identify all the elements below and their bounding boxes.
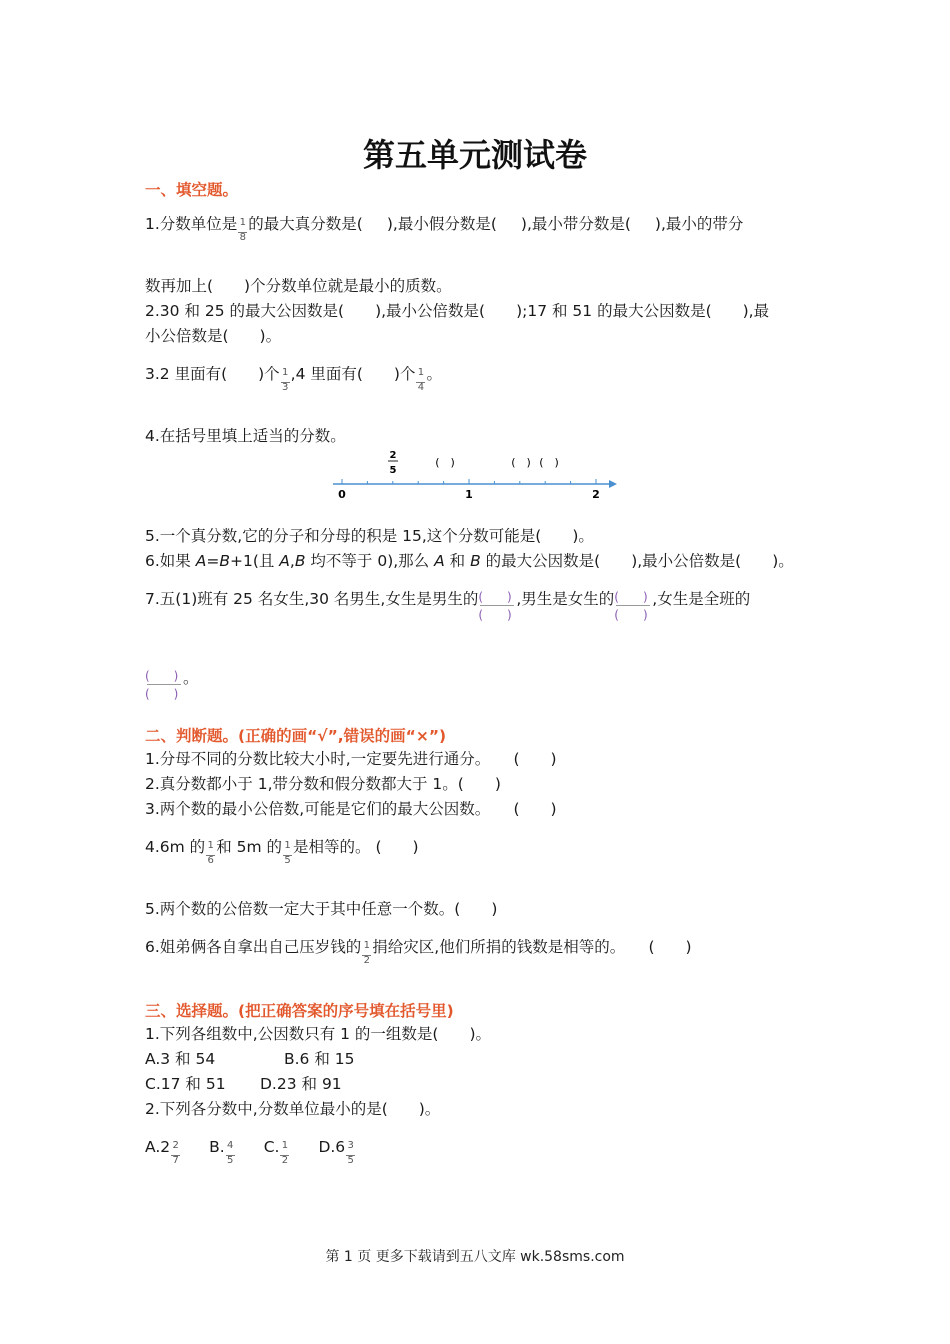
question-choice-1-options-ab <box>145 1049 355 1069</box>
question-fill-4: 4.在括号里填上适当的分数。 <box>145 427 346 445</box>
page-footer: 第 1 页 更多下载请到五八文库 wk.58sms.com <box>325 1249 625 1265</box>
option-d: D.23 和 91 <box>260 1075 342 1093</box>
fraction: $\frac{1}{5}$ <box>284 840 291 866</box>
question-judge-6: 6.姐弟俩各自拿出自己压岁钱的 $\frac{1}{2}$ 捐给灾区,他们所捐的钱数是相等的。 ( ) <box>145 938 692 966</box>
fraction: $\frac{1}{8}$ <box>239 217 246 243</box>
option-a: A.3 和 54 <box>145 1050 216 1068</box>
question-judge-3: 3.两个数的最小公倍数,可能是它们的最大公因数。 ( ) <box>145 800 557 818</box>
question-fill-6: 6.如果 A=B+1(且 A,B 均不等于 0),那么 A 和 B 的最大公因数是( ),最小公倍数是( )。 <box>145 552 794 570</box>
fraction: $\frac{1}{2}$ <box>281 1140 289 1166</box>
question-fill-2-cont: 小公倍数是( )。 <box>145 327 282 345</box>
option-c: C. <box>263 1138 280 1156</box>
blank-label-1: ( ) <box>435 456 455 469</box>
number-line-figure <box>325 446 625 506</box>
blank-label-3: ( ) <box>539 456 559 469</box>
fraction: $\frac{3}{5}$ <box>347 1140 354 1166</box>
given-fraction-numerator: 2 <box>389 450 397 461</box>
fraction: $\frac{2}{7}$ <box>172 1140 179 1166</box>
fraction: $\frac{4}{5}$ <box>227 1140 234 1166</box>
question-choice-2: 2.下列各分数中,分数单位最小的是( )。 <box>145 1100 441 1118</box>
blank-label-2: ( ) <box>511 456 531 469</box>
question-judge-2: 2.真分数都小于 1,带分数和假分数都大于 1。( ) <box>145 775 501 793</box>
option-a: A.2 <box>145 1138 171 1156</box>
question-choice-1-options-cd <box>145 1074 342 1094</box>
tick-label-0: 0 <box>338 488 346 501</box>
page-title: 第五单元测试卷 <box>362 136 587 174</box>
section-heading-choice: 三、选择题。(把正确答案的序号填在括号里) <box>145 1002 454 1020</box>
section-heading-fill: 一、填空题。 <box>145 181 239 199</box>
fraction: $\frac{1}{6}$ <box>207 840 214 866</box>
question-fill-1: 1.分数单位是 $\frac{1}{8}$ 的最大真分数是( ),最小假分数是( ),最小带分数是( ),最小的带分 <box>145 215 744 243</box>
number-line-arrow <box>609 480 617 488</box>
blank-fraction: ( ) ( ) <box>145 673 183 693</box>
option-c: C.17 和 51 <box>145 1075 226 1093</box>
option-b: B.6 和 15 <box>284 1050 355 1068</box>
given-fraction-denominator: 5 <box>389 465 397 476</box>
fraction: $\frac{1}{4}$ <box>417 367 425 393</box>
question-fill-1-cont: 数再加上( )个分数单位就是最小的质数。 <box>145 277 452 295</box>
tick-label-2: 2 <box>592 488 600 501</box>
fraction: $\frac{1}{3}$ <box>281 367 289 393</box>
option-b: B. <box>209 1138 225 1156</box>
question-fill-2: 2.30 和 25 的最大公因数是( ),最小公倍数是( );17 和 51 的最大公因数是( ),最 <box>145 302 770 320</box>
tick-label-1: 1 <box>465 488 473 501</box>
option-d: D.6 <box>318 1138 346 1156</box>
question-choice-2-options <box>145 1137 356 1166</box>
fraction: $\frac{1}{2}$ <box>363 940 370 966</box>
question-fill-7: 7.五(1)班有 25 名女生,30 名男生,女生是男生的 ( ) ( ) ,男生是女生的 ( ) ( ) ,女生是全班的 <box>145 590 751 622</box>
question-fill-5: 5.一个真分数,它的分子和分母的积是 15,这个分数可能是( )。 <box>145 527 594 545</box>
question-judge-5: 5.两个数的公倍数一定大于其中任意一个数。( ) <box>145 900 498 918</box>
question-fill-3: 3.2 里面有( )个 $\frac{1}{3}$ ,4 里面有( )个 $\frac{1}{4}$ 。 <box>145 365 442 393</box>
section-heading-judge: 二、判断题。(正确的画“√”,错误的画“×”) <box>145 727 447 745</box>
blank-fraction: ( ) ( ) <box>478 594 516 614</box>
question-judge-1: 1.分母不同的分数比较大小时,一定要先进行通分。 ( ) <box>145 750 557 768</box>
question-judge-4: 4.6m 的 $\frac{1}{6}$ 和 5m 的 $\frac{1}{5}$ 是相等的。 ( ) <box>145 838 419 866</box>
blank-fraction: ( ) ( ) <box>614 594 652 614</box>
question-choice-1: 1.下列各组数中,公因数只有 1 的一组数是( )。 <box>145 1025 492 1043</box>
question-fill-7-cont: ( ) ( ) 。 <box>145 669 199 701</box>
